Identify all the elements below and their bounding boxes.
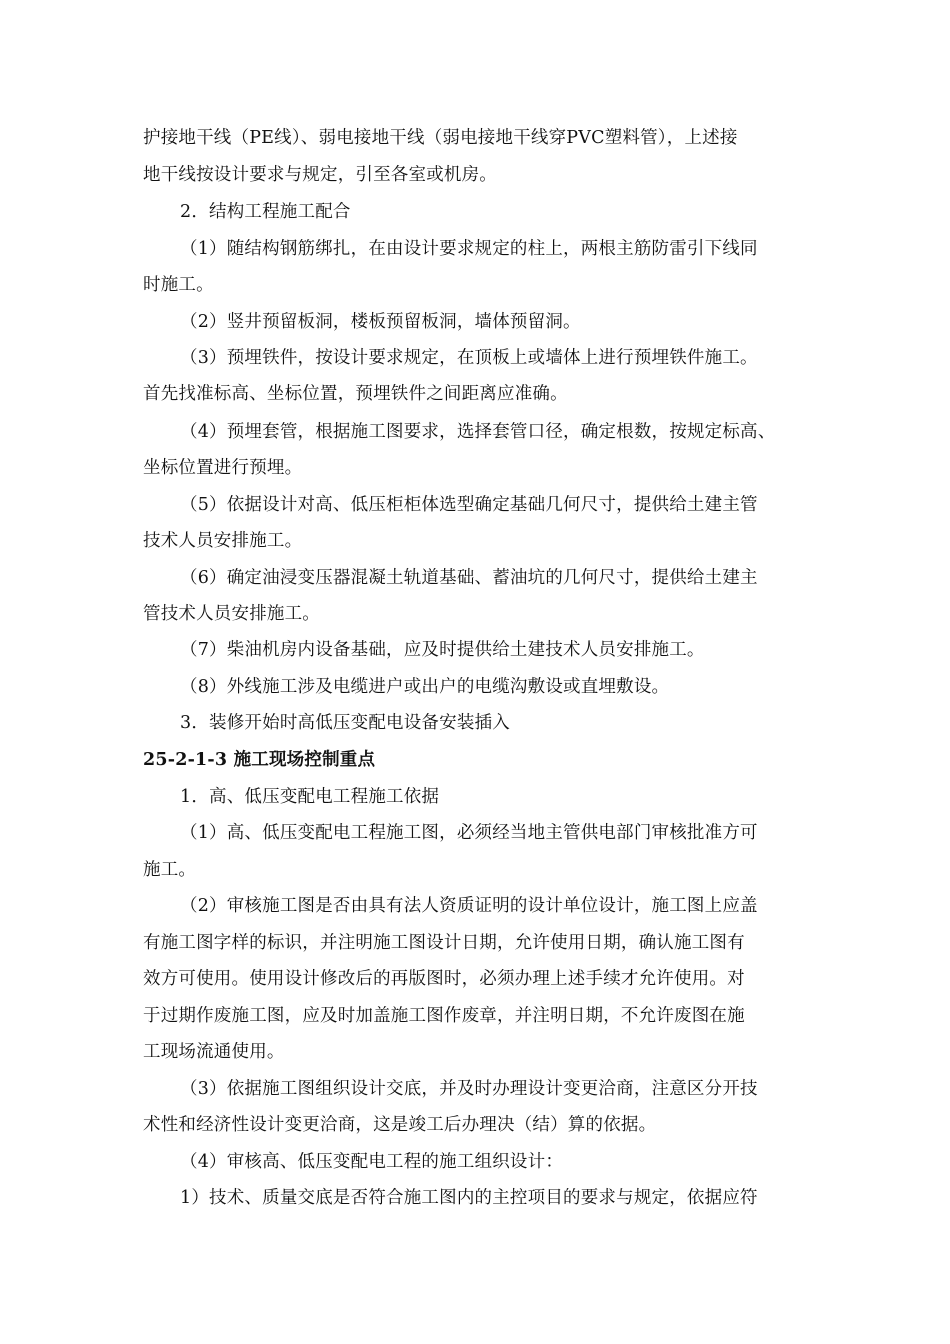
text-line: 工现场流通使用。 — [143, 1042, 285, 1062]
text-line: 管技术人员安排施工。 — [143, 604, 320, 624]
text-line: （1）高、低压变配电工程施工图，必须经当地主管供电部门审核批准方可 — [180, 823, 758, 843]
text-line: 施工。 — [143, 860, 197, 880]
text-line: （2）竖井预留板洞，楼板预留板洞，墙体预留洞。 — [180, 312, 581, 332]
text-line: （4）预埋套管，根据施工图要求，选择套管口径，确定根数，按规定标高、 — [180, 422, 776, 442]
text-line: 术性和经济性设计变更洽商，这是竣工后办理决（结）算的依据。 — [143, 1115, 657, 1135]
text-line: 效方可使用。使用设计修改后的再版图时，必须办理上述手续才允许使用。对 — [143, 969, 745, 989]
text-line: （1）随结构钢筋绑扎，在由设计要求规定的柱上，两根主筋防雷引下线同 — [180, 239, 758, 259]
section-heading: 1．高、低压变配电工程施工依据 — [180, 787, 440, 807]
text-line: （7）柴油机房内设备基础，应及时提供给土建技术人员安排施工。 — [180, 640, 705, 660]
text-line: 坐标位置进行预埋。 — [143, 458, 303, 478]
text-line: （5）依据设计对高、低压柜柜体选型确定基础几何尺寸，提供给土建主管 — [180, 495, 758, 515]
text-line: 有施工图字样的标识，并注明施工图设计日期，允许使用日期，确认施工图有 — [143, 933, 745, 953]
text-line: 地干线按设计要求与规定，引至各室或机房。 — [143, 165, 497, 185]
subsection-title: 25-2-1-3 施工现场控制重点 — [143, 750, 376, 770]
text-line: （4）审核高、低压变配电工程的施工组织设计： — [180, 1152, 564, 1172]
text-line: 1）技术、质量交底是否符合施工图内的主控项目的要求与规定，依据应符 — [180, 1188, 758, 1208]
text-line: 护接地干线（PE线）、弱电接地干线（弱电接地干线穿PVC塑料管），上述接 — [143, 128, 738, 148]
section-heading: 3．装修开始时高低压变配电设备安装插入 — [180, 713, 510, 733]
text-line: 于过期作废施工图，应及时加盖施工图作废章，并注明日期，不允许废图在施 — [143, 1006, 745, 1026]
text-line: 技术人员安排施工。 — [143, 531, 303, 551]
text-line: （2）审核施工图是否由具有法人资质证明的设计单位设计，施工图上应盖 — [180, 896, 758, 916]
text-line: （3）依据施工图组织设计交底，并及时办理设计变更洽商，注意区分开技 — [180, 1079, 758, 1099]
text-line: （3）预埋铁件，按设计要求规定，在顶板上或墙体上进行预埋铁件施工。 — [180, 348, 758, 368]
text-line: 首先找准标高、坐标位置，预埋铁件之间距离应准确。 — [143, 384, 568, 404]
section-heading: 2．结构工程施工配合 — [180, 202, 351, 222]
text-line: 时施工。 — [143, 275, 214, 295]
text-line: （6）确定油浸变压器混凝土轨道基础、蓄油坑的几何尺寸，提供给土建主 — [180, 568, 758, 588]
text-line: （8）外线施工涉及电缆进户或出户的电缆沟敷设或直埋敷设。 — [180, 677, 670, 697]
